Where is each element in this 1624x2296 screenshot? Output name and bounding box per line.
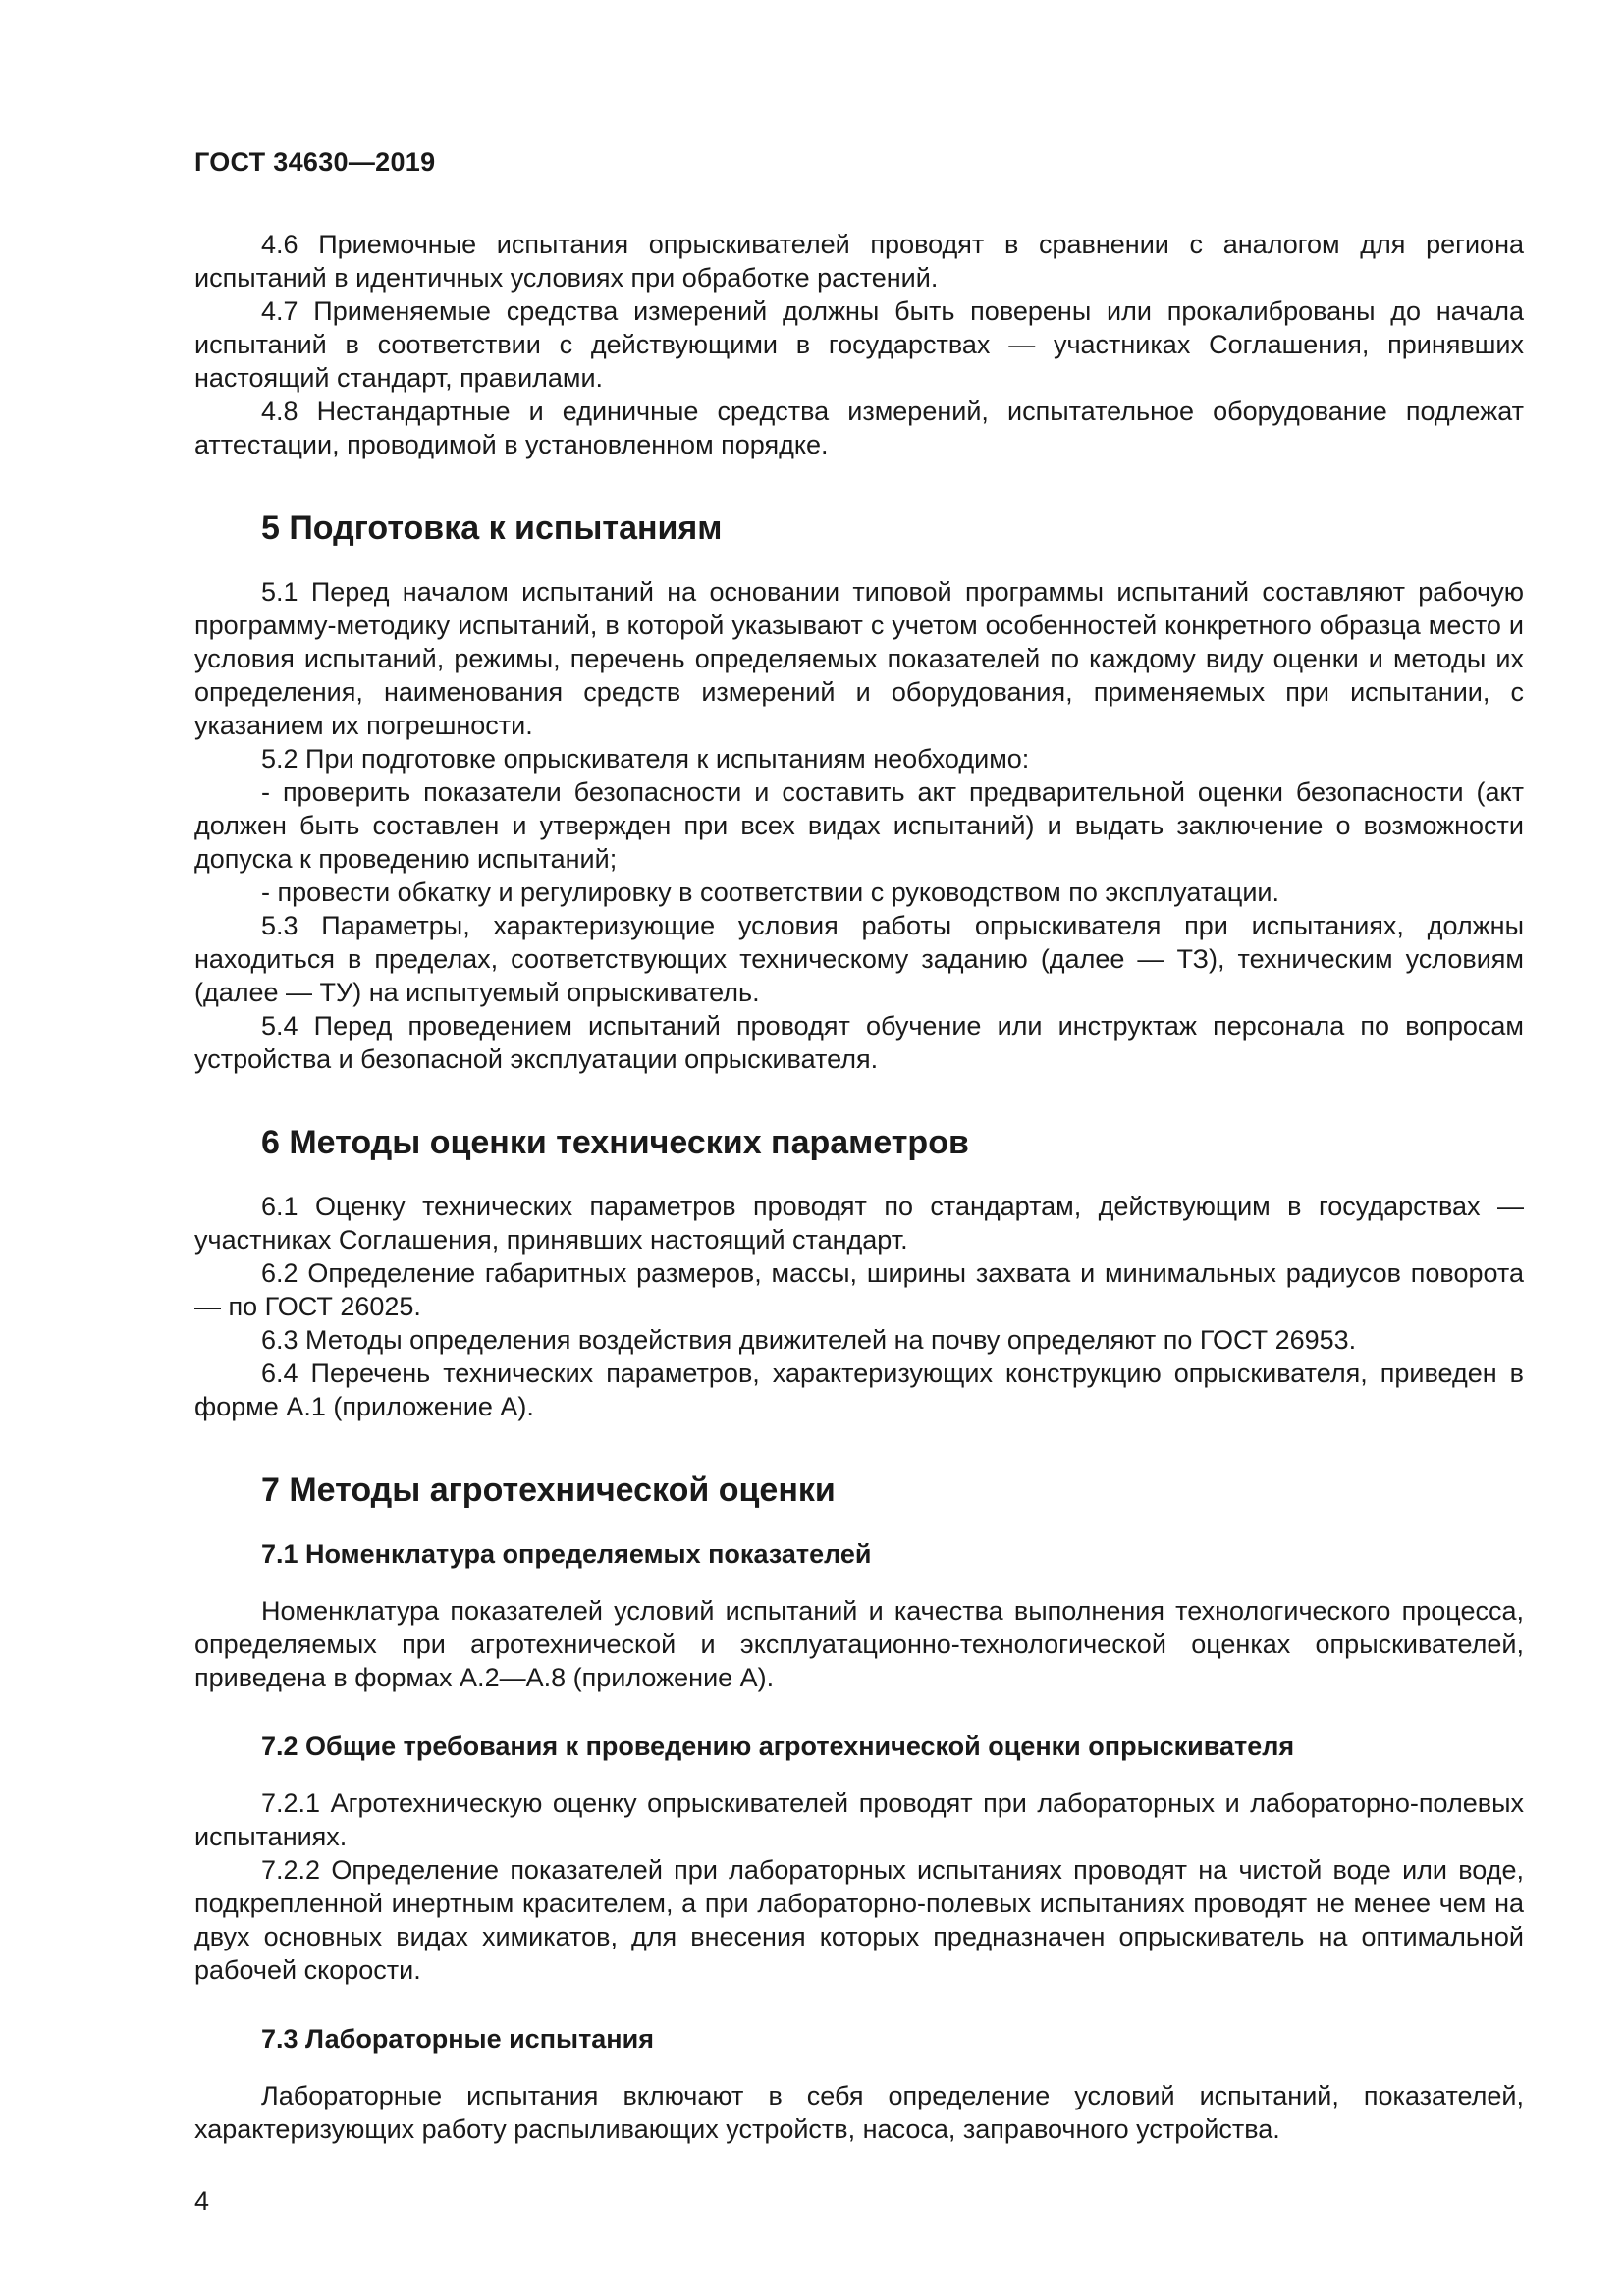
subsection-7-3-heading: 7.3 Лабораторные испытания: [261, 2024, 654, 2054]
paragraph-5-2: 5.2 При подготовке опрыскивателя к испытаниям необходимо:: [261, 744, 1030, 774]
paragraph-6-4: 6.4 Перечень технических параметров, характеризующих конструкцию опрыскивателя, приведен в форме А.1 (приложение А).: [194, 1359, 1524, 1421]
document-body: [194, 228, 1524, 2146]
paragraph-7-2-1: 7.2.1 Агротехническую оценку опрыскивателей проводят при лабораторных и лабораторно-полевых испытаниях.: [194, 1789, 1524, 1851]
paragraph-4-8: 4.8 Нестандартные и единичные средства измерений, испытательное оборудование подлежат аттестации, проводимой в установленном порядке.: [194, 397, 1524, 459]
paragraph-7-2-2: 7.2.2 Определение показателей при лабораторных испытаниях проводят на чистой воде или воде, подкрепленной инертным красителем, а при лабораторно-полевых испытаниях проводят не менее чем на двух основных видах химикатов, для внесения которых предназначен опрыскиватель на оптимальной рабочей скорости.: [194, 1855, 1524, 1985]
paragraph-4-7: 4.7 Применяемые средства измерений должны быть поверены или прокалиброваны до начала испытаний в соответствии с действующими в государствах — участниках Соглашения, принявших настоящий стандарт, правилами.: [194, 296, 1524, 393]
paragraph-4-6: 4.6 Приемочные испытания опрыскивателей проводят в сравнении с аналогом для региона испытаний в идентичных условиях при обработке растений.: [194, 230, 1524, 293]
paragraph-6-1: 6.1 Оценку технических параметров проводят по стандартам, действующим в государствах — участниках Соглашения, принявших настоящий стандарт.: [194, 1192, 1524, 1255]
paragraph-5-1: 5.1 Перед началом испытаний на основании типовой программы испытаний составляют рабочую программу-методику испытаний, в которой указывают с учетом особенностей конкретного образца место и условия испытаний, режимы, перечень определяемых показателей по каждому виду оценки и методы их определения, наименования средств измерений и оборудования, применяемых при испытании, с указанием их погрешности.: [194, 577, 1524, 740]
subsection-7-1-heading: 7.1 Номенклатура определяемых показателей: [261, 1539, 872, 1569]
list-item-run-in: - провести обкатку и регулировку в соответствии с руководством по эксплуатации.: [261, 878, 1279, 907]
paragraph-7-3: Лабораторные испытания включают в себя определение условий испытаний, показателей, характеризующих работу распыливающих устройств, насоса, заправочного устройства.: [194, 2081, 1524, 2144]
paragraph-5-3: 5.3 Параметры, характеризующие условия работы опрыскивателя при испытаниях, должны находиться в пределах, соответствующих техническому заданию (далее — ТЗ), техническим условиям (далее — ТУ) на испытуемый опрыскиватель.: [194, 911, 1524, 1007]
document-header: ГОСТ 34630—2019: [194, 147, 436, 177]
list-item-check-safety: - проверить показатели безопасности и составить акт предварительной оценки безопасности (акт должен быть составлен и утвержден при всех видах испытаний) и выдать заключение о возможности допуска к проведению испытаний;: [194, 777, 1524, 874]
intro-block: [194, 228, 1524, 461]
section-5-body: [194, 575, 1524, 1076]
section-7-heading: 7 Методы агротехнической оценки: [261, 1471, 836, 1509]
section-6-heading: 6 Методы оценки технических параметров: [261, 1124, 969, 1161]
section-5-heading: 5 Подготовка к испытаниям: [261, 509, 723, 547]
subsection-7-2-heading: 7.2 Общие требования к проведению агротехнической оценки опрыскивателя: [261, 1732, 1295, 1761]
page-number: 4: [194, 2186, 210, 2216]
section-6-body: [194, 1190, 1524, 1423]
paragraph-7-1: Номенклатура показателей условий испытаний и качества выполнения технологического процесса, определяемых при агротехнической и эксплуатационно-технологической оценках опрыскивателей, приведена в формах А.2—А.8 (приложение А).: [194, 1596, 1524, 1692]
paragraph-5-4: 5.4 Перед проведением испытаний проводят обучение или инструктаж персонала по вопросам устройства и безопасной эксплуатации опрыскивателя.: [194, 1011, 1524, 1074]
paragraph-6-2: 6.2 Определение габаритных размеров, массы, ширины захвата и минимальных радиусов поворота — по ГОСТ 26025.: [194, 1258, 1524, 1321]
paragraph-6-3: 6.3 Методы определения воздействия движителей на почву определяют по ГОСТ 26953.: [261, 1325, 1357, 1355]
